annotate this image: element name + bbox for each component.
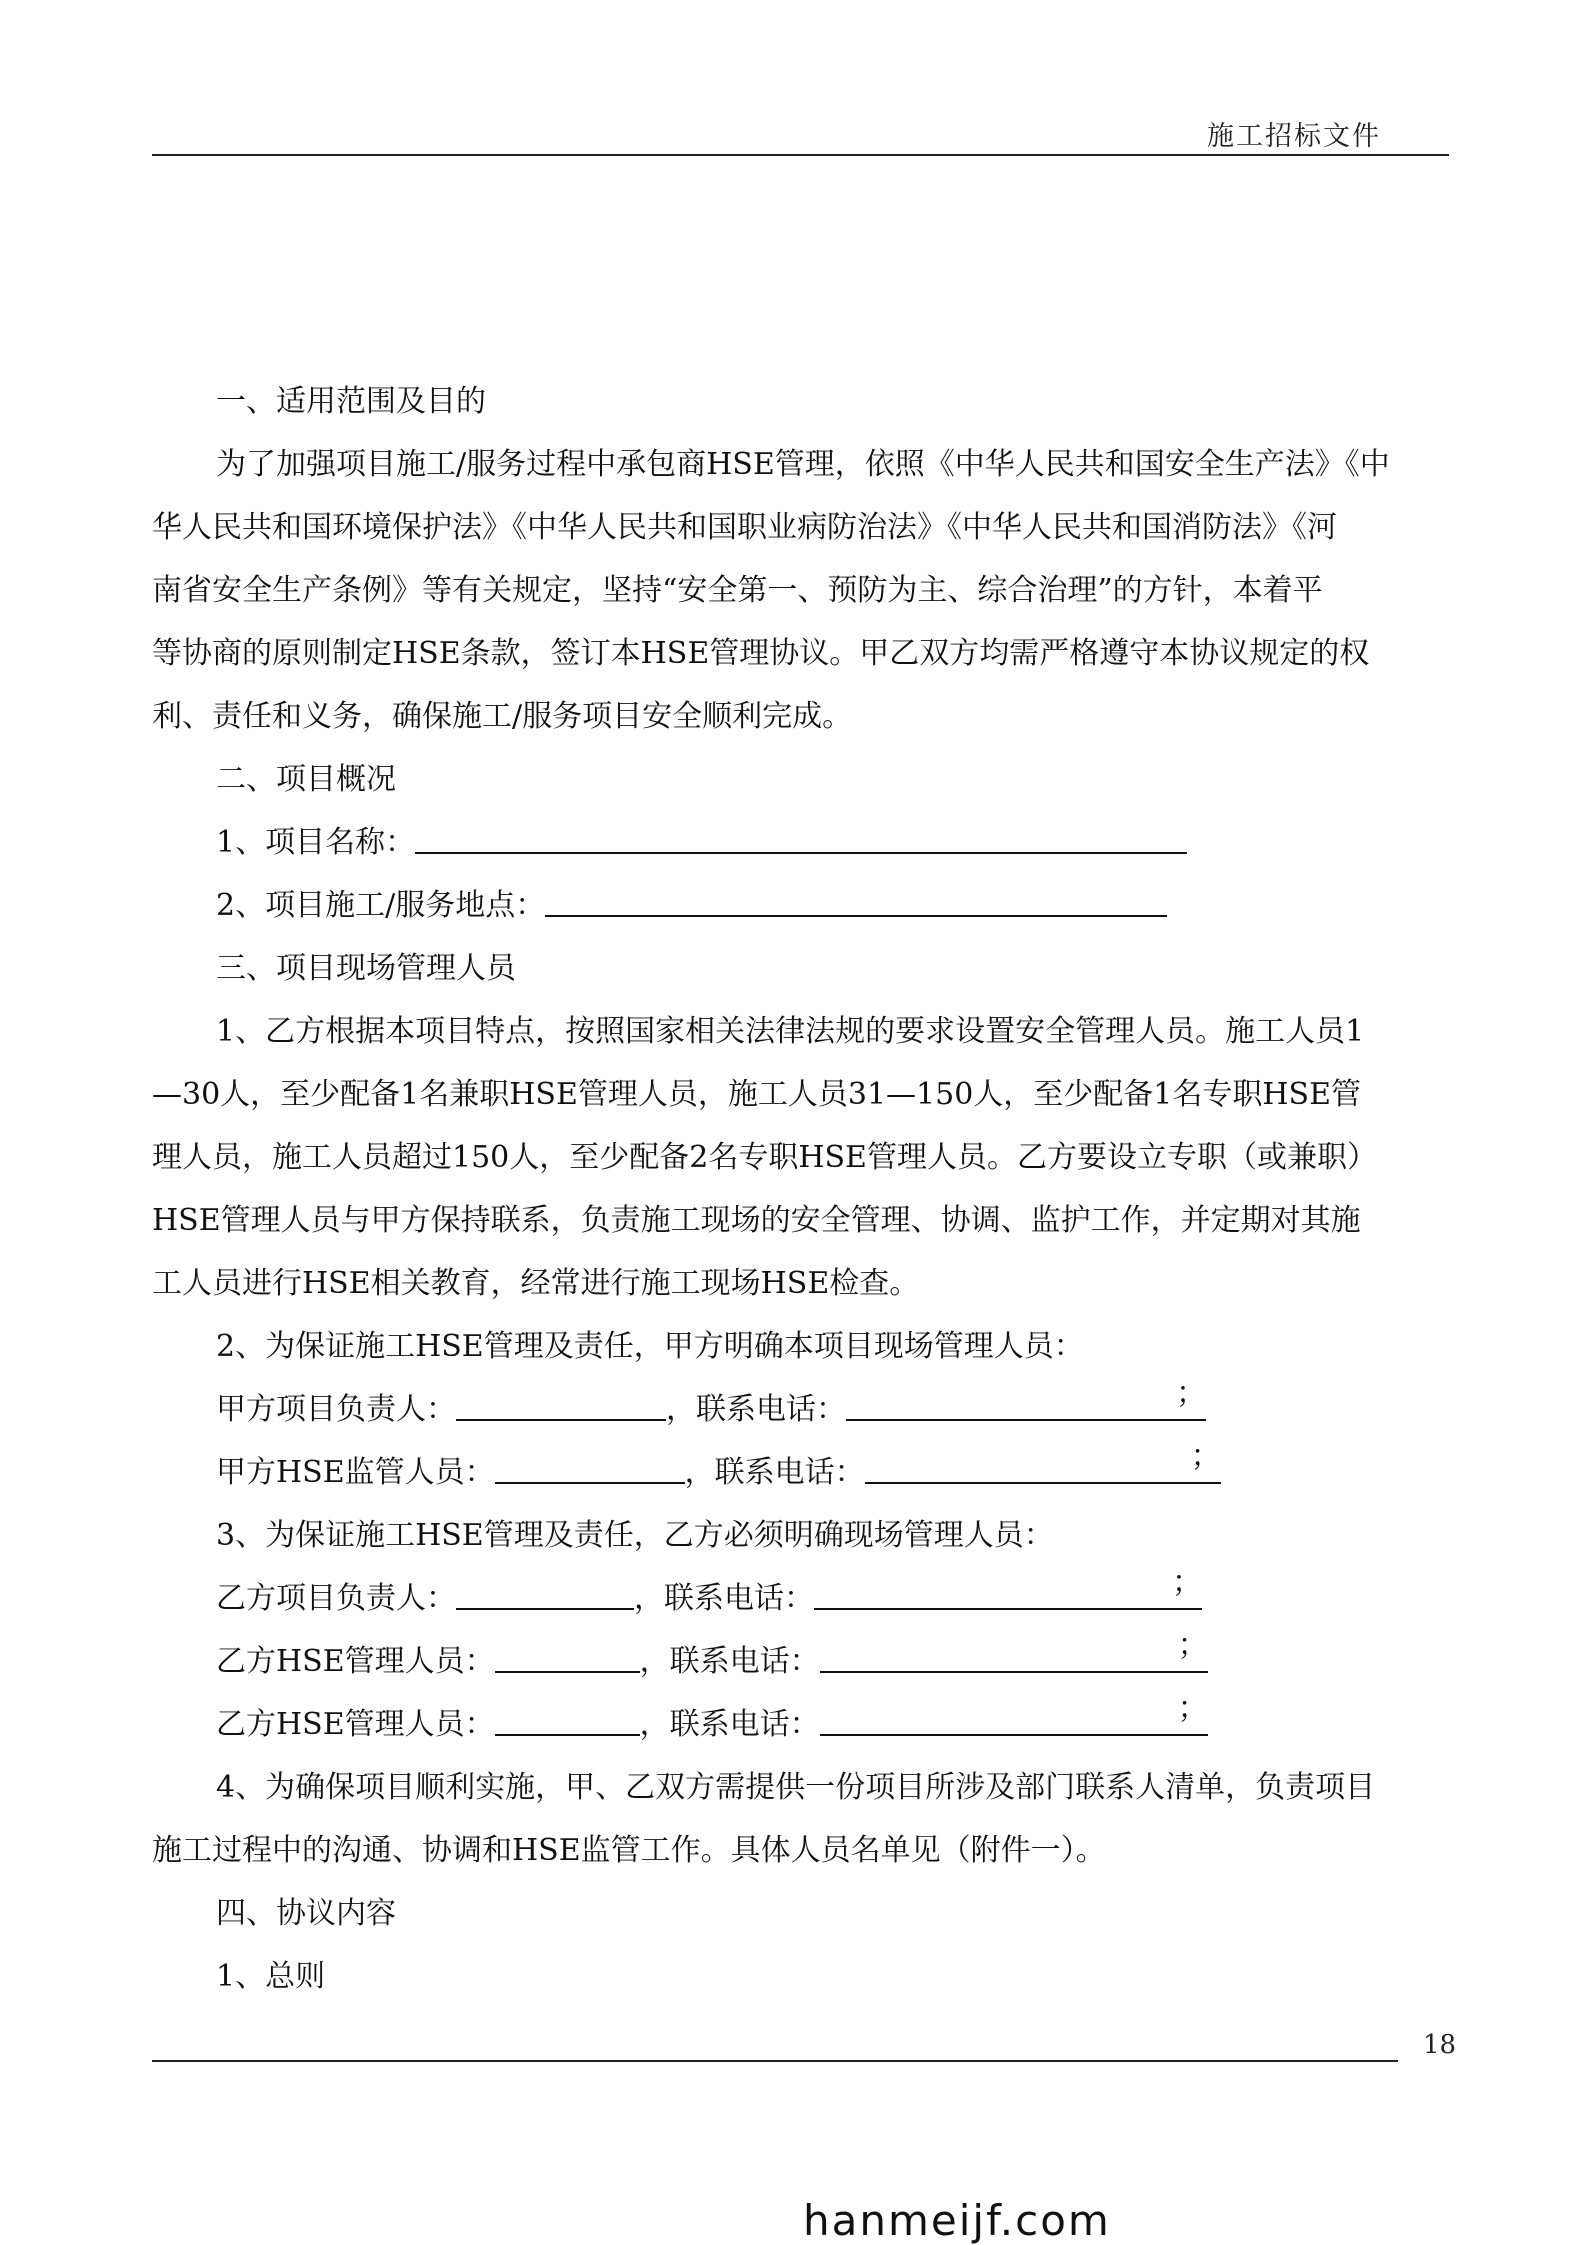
party-a-leader-blank[interactable] — [456, 1391, 666, 1421]
project-name-row — [152, 811, 1447, 874]
item-4-paragraph — [152, 1756, 1447, 1882]
phone-label: ，联系电话： — [634, 1581, 814, 1616]
general-title: 1、总则 — [216, 1959, 326, 1994]
semicolon: ； — [1177, 1691, 1208, 1726]
section-4-title: 四、协议内容 — [216, 1896, 396, 1931]
party-b-leader-phone-blank[interactable] — [814, 1565, 1202, 1610]
project-location-row — [152, 874, 1447, 937]
header-rule — [152, 154, 1449, 156]
project-location-label: 2、项目施工/服务地点： — [216, 888, 546, 923]
party-b-hse-blank[interactable] — [495, 1706, 640, 1736]
party-b-leader-label: 乙方项目负责人： — [216, 1581, 456, 1616]
section-3-title: 三、项目现场管理人员 — [216, 951, 516, 986]
party-a-hse-row — [152, 1441, 1447, 1504]
paragraph-line: 为了加强项目施工/服务过程中承包商HSE管理，依照《中华人民共和国安全生产法》《中 — [216, 447, 1390, 482]
semicolon: ； — [1190, 1439, 1221, 1474]
page-number: 18 — [1423, 2030, 1457, 2060]
party-b-leader-row — [152, 1567, 1447, 1630]
paragraph-line: 4、为确保项目顺利实施，甲、乙双方需提供一份项目所涉及部门联系人清单，负责项目 — [216, 1770, 1376, 1805]
party-a-hse-label: 甲方HSE监管人员： — [216, 1455, 495, 1490]
party-b-hse-row-2 — [152, 1693, 1447, 1756]
item-2-text: 2、为保证施工HSE管理及责任，甲方明确本项目现场管理人员： — [216, 1329, 1084, 1364]
item-1-paragraph — [152, 1000, 1447, 1315]
project-location-blank[interactable] — [545, 887, 1167, 917]
paragraph-line: HSE管理人员与甲方保持联系，负责施工现场的安全管理、协调、监护工作，并定期对其施 — [152, 1203, 1361, 1238]
party-b-hse-phone-blank[interactable] — [820, 1628, 1208, 1673]
paragraph-line: 华人民共和国环境保护法》《中华人民共和国职业病防治法》《中华人民共和国消防法》《河 — [152, 510, 1337, 545]
party-a-hse-blank[interactable] — [495, 1454, 685, 1484]
paragraph-line: 等协商的原则制定HSE条款，签订本HSE管理协议。甲乙双方均需严格遵守本协议规定的权 — [152, 636, 1370, 671]
project-name-blank[interactable] — [415, 824, 1187, 854]
document-body — [152, 370, 1447, 2008]
party-b-hse-row-1 — [152, 1630, 1447, 1693]
section-2-title: 二、项目概况 — [216, 762, 396, 797]
phone-label: ，联系电话： — [639, 1644, 820, 1679]
page-header-title: 施工招标文件 — [1207, 121, 1381, 152]
footer-rule — [152, 2060, 1398, 2062]
semicolon: ； — [1177, 1628, 1208, 1663]
paragraph-line: 理人员，施工人员超过150人，至少配备2名专职HSE管理人员。乙方要设立专职（或兼职） — [152, 1140, 1377, 1175]
party-b-hse-label: 乙方HSE管理人员： — [216, 1644, 495, 1679]
party-b-hse-blank[interactable] — [495, 1643, 640, 1673]
party-a-leader-row — [152, 1378, 1447, 1441]
phone-label: ，联系电话： — [666, 1392, 846, 1427]
party-a-leader-label: 甲方项目负责人： — [216, 1392, 456, 1427]
project-name-label: 1、项目名称： — [216, 825, 416, 860]
semicolon: ； — [1176, 1376, 1206, 1411]
section-1-title: 一、适用范围及目的 — [216, 384, 486, 419]
semicolon: ； — [1172, 1565, 1202, 1600]
phone-label: ，联系电话： — [684, 1455, 865, 1490]
party-b-leader-blank[interactable] — [456, 1580, 634, 1610]
paragraph-line: 1、乙方根据本项目特点，按照国家相关法律法规的要求设置安全管理人员。施工人员1 — [216, 1014, 1365, 1049]
party-a-hse-phone-blank[interactable] — [865, 1439, 1221, 1484]
paragraph-line: —30人，至少配备1名兼职HSE管理人员，施工人员31—150人，至少配备1名专职HSE管 — [152, 1077, 1362, 1112]
section-1-paragraph — [152, 433, 1447, 748]
paragraph-line: 利、责任和义务，确保施工/服务项目安全顺利完成。 — [152, 699, 853, 734]
party-a-leader-phone-blank[interactable] — [846, 1376, 1206, 1421]
party-b-hse-phone-blank[interactable] — [820, 1691, 1208, 1736]
item-3-text: 3、为保证施工HSE管理及责任，乙方必须明确现场管理人员： — [216, 1518, 1054, 1553]
paragraph-line: 施工过程中的沟通、协调和HSE监管工作。具体人员名单见（附件一）。 — [152, 1833, 1106, 1868]
watermark-text: hanmeijf.com — [803, 2196, 1111, 2245]
paragraph-line: 工人员进行HSE相关教育，经常进行施工现场HSE检查。 — [152, 1266, 920, 1301]
paragraph-line: 南省安全生产条例》等有关规定，坚持“安全第一、预防为主、综合治理”的方针，本着平 — [152, 573, 1323, 608]
phone-label: ，联系电话： — [639, 1707, 820, 1742]
party-b-hse-label: 乙方HSE管理人员： — [216, 1707, 495, 1742]
